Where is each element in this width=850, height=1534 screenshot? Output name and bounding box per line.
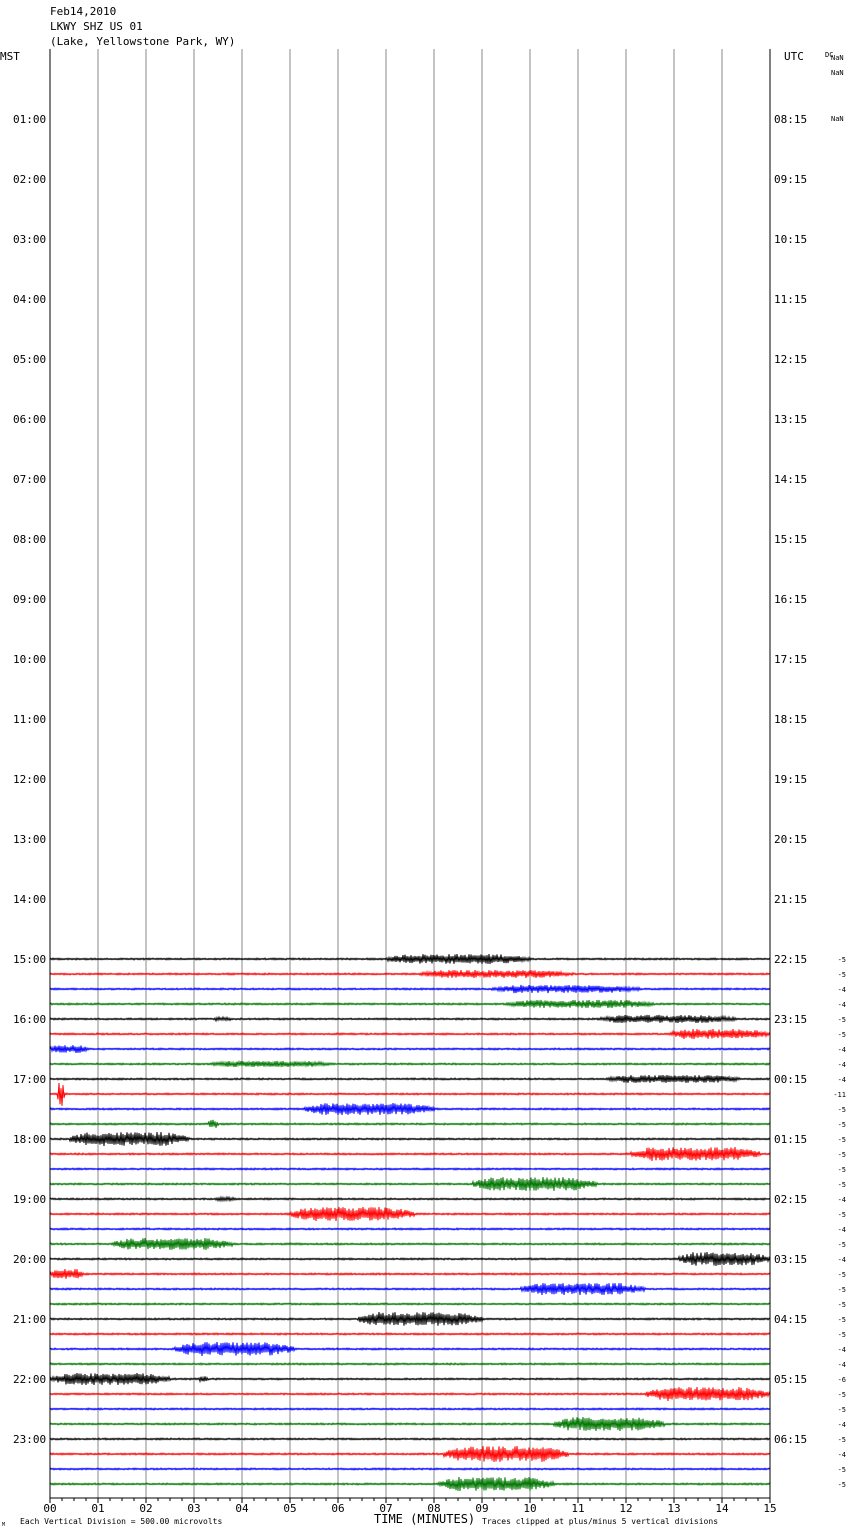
utc-hour-label: 20:15 — [774, 833, 808, 846]
clipping-note: Traces clipped at plus/minus 5 vertical divisions — [482, 1517, 719, 1526]
dc-offset-label: -5 — [837, 1301, 846, 1309]
mst-hour-label: 11:00 — [13, 713, 47, 726]
dc-nan-second: NaN — [831, 69, 844, 77]
x-tick-label: 15 — [763, 1502, 777, 1515]
dc-offset-label: -4 — [837, 1001, 846, 1009]
x-tick-label: 09 — [475, 1502, 489, 1515]
dc-offset-label: -5 — [837, 1016, 846, 1024]
seismic-trace — [50, 1342, 770, 1356]
seismic-trace — [50, 1408, 770, 1410]
x-tick-label: 00 — [43, 1502, 57, 1515]
seismic-traces — [50, 954, 770, 1491]
dc-offset-label: -5 — [837, 1211, 846, 1219]
mst-hour-label: 16:00 — [13, 1013, 47, 1026]
dc-offset-label: -4 — [837, 1196, 846, 1204]
seismic-trace — [50, 1303, 770, 1305]
dc-offset-label: -11 — [833, 1091, 846, 1099]
dc-offset-label: -5 — [837, 1106, 846, 1114]
dc-offset-label: -5 — [837, 1181, 846, 1189]
seismic-trace — [50, 1168, 770, 1170]
mst-hour-label: 15:00 — [13, 953, 47, 966]
x-tick-label: 04 — [235, 1502, 249, 1515]
dc-offset-label: -4 — [837, 1046, 846, 1054]
mst-hour-label: 22:00 — [13, 1373, 47, 1386]
dc-offset-label: -4 — [837, 1451, 846, 1459]
dc-offset-label: -5 — [837, 1316, 846, 1324]
seismic-trace — [50, 1252, 770, 1266]
seismic-trace — [50, 1468, 770, 1470]
seismic-trace — [50, 1075, 770, 1083]
x-tick-label: 12 — [619, 1502, 633, 1515]
seismic-trace — [50, 1083, 770, 1106]
footer-corner-mark: M — [2, 1522, 6, 1528]
utc-hour-label: 19:15 — [774, 773, 808, 786]
x-tick-label: 02 — [139, 1502, 153, 1515]
dc-offset-label: -4 — [837, 1256, 846, 1264]
dc-offset-label: -5 — [837, 1241, 846, 1249]
seismic-trace — [50, 1417, 770, 1431]
utc-hour-label: 18:15 — [774, 713, 808, 726]
dc-offset-label: -5 — [837, 1406, 846, 1414]
mst-hour-label: 03:00 — [13, 233, 47, 246]
dc-offset-label: -5 — [837, 1436, 846, 1444]
seismic-trace — [50, 1446, 770, 1462]
x-tick-label: 13 — [667, 1502, 681, 1515]
utc-hour-label: 17:15 — [774, 653, 808, 666]
utc-hour-label: 21:15 — [774, 893, 808, 906]
seismic-trace — [50, 1477, 770, 1491]
mst-hour-label: 07:00 — [13, 473, 47, 486]
seismic-trace — [50, 1120, 770, 1128]
dc-offset-label: -5 — [837, 1331, 846, 1339]
dc-offset-label: -5 — [837, 1151, 846, 1159]
seismic-trace — [50, 1373, 770, 1385]
mst-hour-label: 06:00 — [13, 413, 47, 426]
utc-hour-label: 00:15 — [774, 1073, 808, 1086]
x-tick-label: 07 — [379, 1502, 393, 1515]
utc-hour-label: 06:15 — [774, 1433, 808, 1446]
dc-nan-top: NaN — [831, 54, 844, 62]
mst-hour-label: 08:00 — [13, 533, 47, 546]
seismic-trace — [50, 1177, 770, 1191]
dc-offset-label: -4 — [837, 986, 846, 994]
dc-offset-label: -5 — [837, 1466, 846, 1474]
header-date: Feb14,2010 — [50, 5, 117, 18]
dc-offset-label: -5 — [837, 1271, 846, 1279]
dc-offset-label: -5 — [837, 956, 846, 964]
mst-hour-label: 19:00 — [13, 1193, 47, 1206]
mst-hour-label: 05:00 — [13, 353, 47, 366]
x-tick-label: 03 — [187, 1502, 201, 1515]
header-location: (Lake, Yellowstone Park, WY) — [50, 35, 236, 48]
x-tick-label: 01 — [91, 1502, 105, 1515]
utc-hour-label: 01:15 — [774, 1133, 808, 1146]
utc-hour-label: 08:15 — [774, 113, 808, 126]
mst-hour-label: 02:00 — [13, 173, 47, 186]
mst-hour-label: 01:00 — [13, 113, 47, 126]
utc-hour-label: 23:15 — [774, 1013, 808, 1026]
x-tick-label: 08 — [427, 1502, 441, 1515]
seismic-trace — [50, 1103, 770, 1115]
dc-offset-label: -5 — [837, 1136, 846, 1144]
mst-hour-label: 04:00 — [13, 293, 47, 306]
dc-offset-label: -5 — [837, 1031, 846, 1039]
utc-hour-label: 16:15 — [774, 593, 808, 606]
x-tick-label: 06 — [331, 1502, 345, 1515]
x-tick-label: 14 — [715, 1502, 729, 1515]
mst-hour-label: 10:00 — [13, 653, 47, 666]
mst-hour-label: 13:00 — [13, 833, 47, 846]
dc-offset-label: -5 — [837, 1286, 846, 1294]
seismic-trace — [50, 1387, 770, 1401]
seismic-trace — [50, 1283, 770, 1295]
dc-offset-label: -4 — [837, 1226, 846, 1234]
seismic-trace — [50, 1238, 770, 1250]
header-station: LKWY SHZ US 01 — [50, 20, 143, 33]
utc-hour-label: 05:15 — [774, 1373, 808, 1386]
seismic-trace — [50, 1312, 770, 1326]
seismic-trace — [50, 1197, 770, 1201]
seismic-trace — [50, 1000, 770, 1008]
mst-hour-label: 09:00 — [13, 593, 47, 606]
mst-hour-label: 23:00 — [13, 1433, 47, 1446]
utc-hour-label: 03:15 — [774, 1253, 808, 1266]
vertical-division-note: Each Vertical Division = 500.00 microvolts — [20, 1517, 223, 1526]
utc-hour-label: 15:15 — [774, 533, 808, 546]
mst-hour-label: 18:00 — [13, 1133, 47, 1146]
seismic-trace — [50, 1029, 770, 1039]
seismic-trace — [50, 985, 770, 993]
minute-gridlines — [98, 49, 722, 1498]
utc-hour-label: 11:15 — [774, 293, 808, 306]
utc-hour-label: 14:15 — [774, 473, 808, 486]
dc-offset-label: -5 — [837, 1166, 846, 1174]
utc-hour-label: 10:15 — [774, 233, 808, 246]
seismic-trace — [50, 1132, 770, 1146]
utc-axis-label: UTC — [784, 50, 804, 63]
seismic-trace — [50, 1228, 770, 1230]
dc-offset-label: -5 — [837, 1121, 846, 1129]
seismic-trace — [50, 1363, 770, 1365]
mst-hour-label: 14:00 — [13, 893, 47, 906]
utc-hour-label: 09:15 — [774, 173, 808, 186]
dc-offset-label: -5 — [837, 971, 846, 979]
dc-offset-label: -4 — [837, 1361, 846, 1369]
dc-label: DC — [825, 51, 834, 59]
plot-frame — [50, 49, 770, 1498]
x-tick-label: 11 — [571, 1502, 585, 1515]
seismic-trace — [50, 970, 770, 978]
dc-offset-label: -4 — [837, 1421, 846, 1429]
seismic-trace — [50, 1207, 770, 1221]
dc-offset-label: -4 — [837, 1076, 846, 1084]
seismic-trace — [50, 1269, 770, 1279]
dc-offset-label: -6 — [837, 1376, 846, 1384]
utc-hour-label: 22:15 — [774, 953, 808, 966]
seismic-trace — [50, 1045, 770, 1053]
x-tick-label: 05 — [283, 1502, 297, 1515]
mst-hour-label: 12:00 — [13, 773, 47, 786]
mst-hour-label: 20:00 — [13, 1253, 47, 1266]
mst-hour-label: 21:00 — [13, 1313, 47, 1326]
utc-hour-label: 13:15 — [774, 413, 808, 426]
seismic-trace — [50, 1147, 770, 1161]
dc-offset-label: -5 — [837, 1391, 846, 1399]
utc-hour-label: 02:15 — [774, 1193, 808, 1206]
seismic-trace — [50, 1015, 770, 1023]
dc-offset-label: -4 — [837, 1346, 846, 1354]
mst-axis-label: MST — [0, 50, 20, 63]
seismic-trace — [50, 954, 770, 964]
utc-hour-label: 04:15 — [774, 1313, 808, 1326]
mst-hour-label: 17:00 — [13, 1073, 47, 1086]
seismic-trace — [50, 1438, 770, 1440]
dc-nan-third: NaN — [831, 115, 844, 123]
x-axis-title: TIME (MINUTES) — [374, 1512, 476, 1526]
x-tick-label: 10 — [523, 1502, 537, 1515]
dc-offset-label: -4 — [837, 1061, 846, 1069]
seismic-trace — [50, 1061, 770, 1067]
utc-hour-label: 12:15 — [774, 353, 808, 366]
seismic-trace — [50, 1333, 770, 1335]
dc-offset-label: -5 — [837, 1481, 846, 1489]
